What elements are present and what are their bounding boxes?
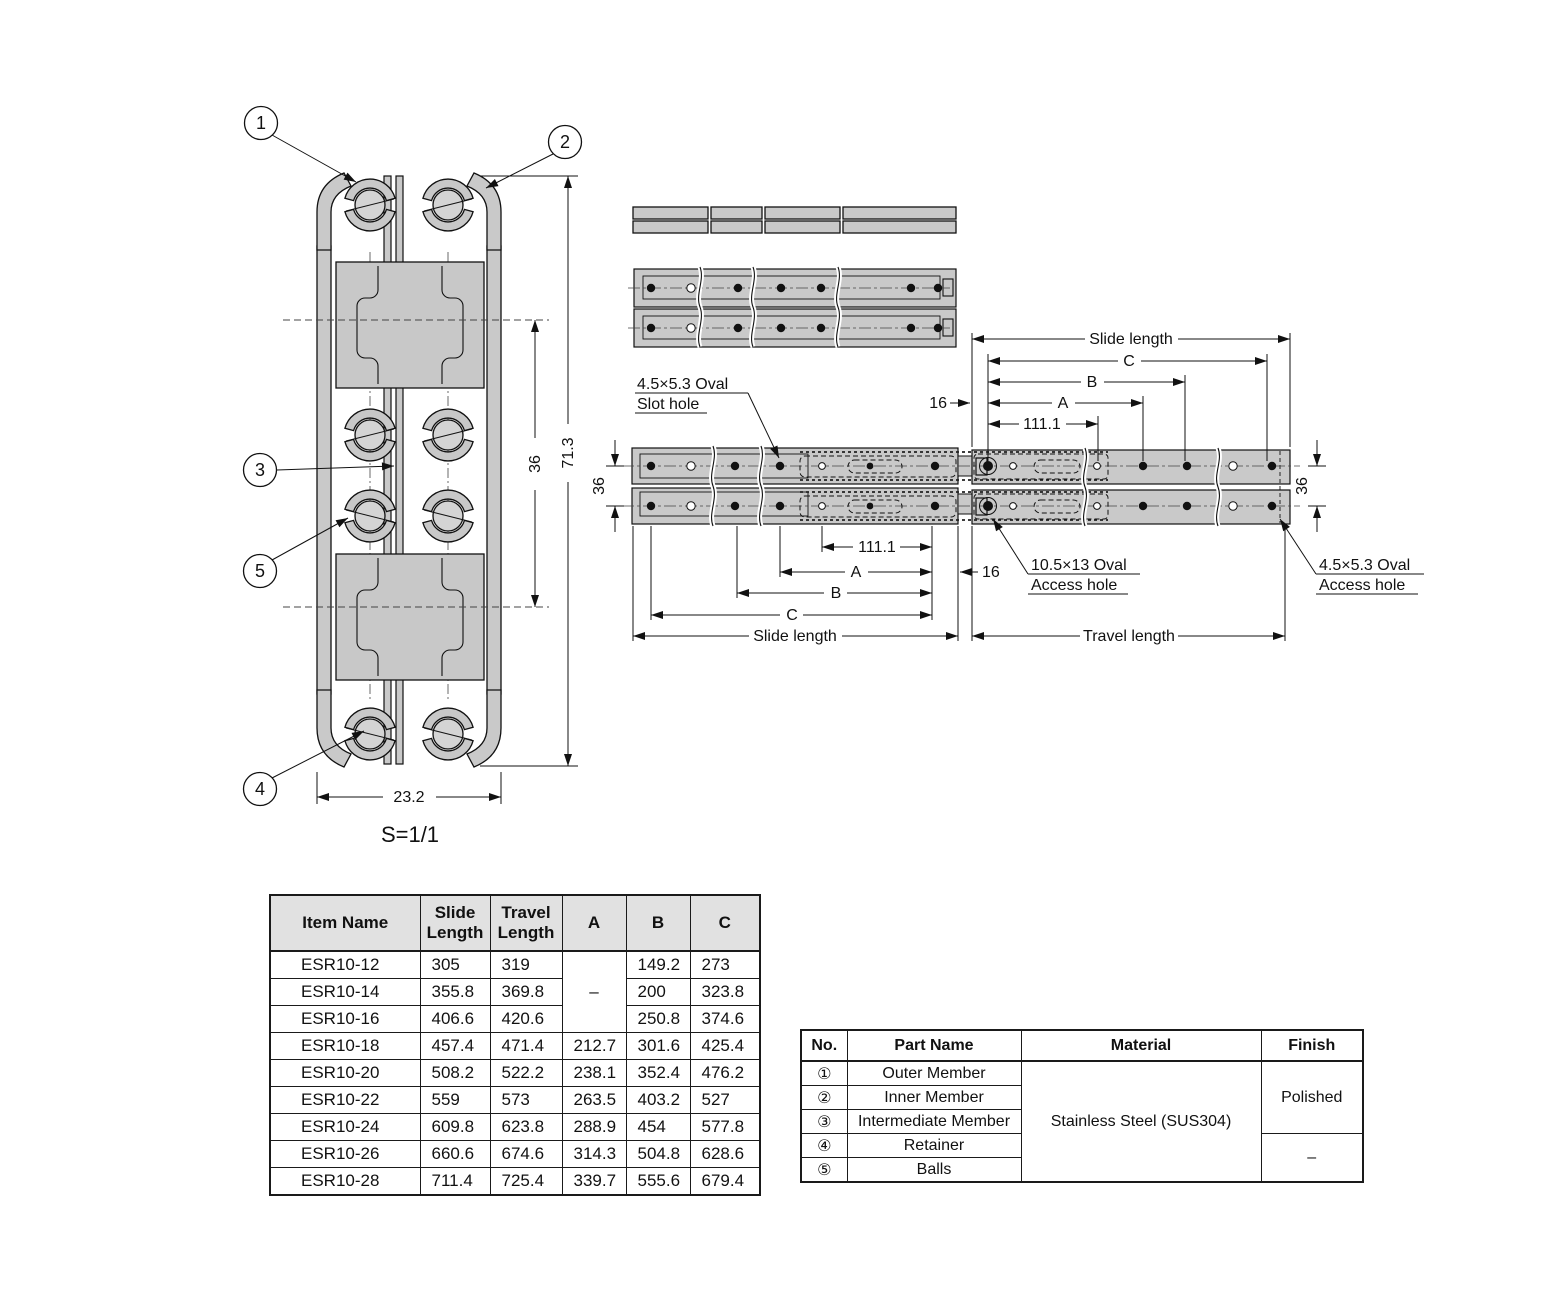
spec-cell: 305 xyxy=(420,951,490,979)
dim-c-top: C xyxy=(1123,353,1135,370)
stop-tab xyxy=(943,279,953,296)
parts-cell-no: ① xyxy=(801,1061,847,1086)
parts-cell-finish: – xyxy=(1261,1134,1363,1183)
dim-slide-length-top: Slide length xyxy=(1089,331,1173,348)
ball-mid-lower-right xyxy=(423,490,473,542)
parts-header-name: Part Name xyxy=(847,1030,1021,1061)
access-hole-small-label-1: 4.5×5.3 Oval xyxy=(1319,557,1411,574)
dim-36-right: 36 xyxy=(1294,477,1311,495)
spec-cell-merged-a: – xyxy=(562,951,626,1033)
spec-header-item: Item Name xyxy=(270,895,420,951)
spec-cell: 679.4 xyxy=(690,1168,760,1196)
spec-cell: 355.8 xyxy=(420,979,490,1006)
spec-cell: 250.8 xyxy=(626,1006,690,1033)
edge-view xyxy=(633,207,956,233)
dim-c-bottom: C xyxy=(786,607,798,624)
table-row xyxy=(270,1114,760,1141)
spec-cell: 674.6 xyxy=(490,1141,562,1168)
dim-16-top: 16 xyxy=(929,395,947,412)
spec-cell-item: ESR10-14 xyxy=(270,979,420,1006)
ball-bottom-right xyxy=(423,708,473,760)
spec-cell: 725.4 xyxy=(490,1168,562,1196)
parts-cell-name: Balls xyxy=(847,1158,1021,1183)
stop-tab xyxy=(943,319,953,336)
slot-hole-label-2: Slot hole xyxy=(637,396,700,413)
dim-111-bottom: 111.1 xyxy=(858,539,896,556)
spec-header-row xyxy=(270,895,760,951)
spec-header-c: C xyxy=(690,895,760,951)
dim-b-bottom: B xyxy=(830,585,842,602)
table-row xyxy=(270,1087,760,1114)
spec-cell: 420.6 xyxy=(490,1006,562,1033)
callout-1: 1 xyxy=(255,113,267,133)
spec-header-slide: Slide Length xyxy=(420,895,490,951)
spec-cell: 238.1 xyxy=(562,1060,626,1087)
table-row xyxy=(801,1061,1363,1086)
slot-hole-label-1: 4.5×5.3 Oval xyxy=(637,376,729,393)
spec-cell: 555.6 xyxy=(626,1168,690,1196)
inner-member-rail xyxy=(972,450,1290,484)
inner-member-rail xyxy=(972,490,1290,524)
table-row xyxy=(270,1033,760,1060)
spec-cell: 660.6 xyxy=(420,1141,490,1168)
spec-cell: 711.4 xyxy=(420,1168,490,1196)
spec-table xyxy=(269,894,761,1196)
dim-travel-length: Travel length xyxy=(1083,628,1175,645)
callout-5: 5 xyxy=(254,561,266,581)
spec-cell: 323.8 xyxy=(690,979,760,1006)
spec-cell: 454 xyxy=(626,1114,690,1141)
spec-header-a: A xyxy=(562,895,626,951)
ball-mid-upper-right xyxy=(423,409,473,461)
spec-cell: 288.9 xyxy=(562,1114,626,1141)
spec-cell: 559 xyxy=(420,1087,490,1114)
table-row xyxy=(270,951,760,979)
spec-cell: 263.5 xyxy=(562,1087,626,1114)
spec-cell: 457.4 xyxy=(420,1033,490,1060)
spec-cell: 573 xyxy=(490,1087,562,1114)
spec-cell: 504.8 xyxy=(626,1141,690,1168)
spec-cell: 471.4 xyxy=(490,1033,562,1060)
spec-cell-item: ESR10-18 xyxy=(270,1033,420,1060)
spec-cell: 403.2 xyxy=(626,1087,690,1114)
dim-a-bottom: A xyxy=(850,564,862,581)
callout-2: 2 xyxy=(559,132,571,152)
table-row xyxy=(270,1060,760,1087)
spec-cell-item: ESR10-16 xyxy=(270,1006,420,1033)
spec-cell: 406.6 xyxy=(420,1006,490,1033)
dim-111-top: 111.1 xyxy=(1023,416,1061,433)
spec-cell: 149.2 xyxy=(626,951,690,979)
spec-cell: 527 xyxy=(690,1087,760,1114)
parts-cell-no: ③ xyxy=(801,1110,847,1134)
spec-cell: 476.2 xyxy=(690,1060,760,1087)
spec-cell: 522.2 xyxy=(490,1060,562,1087)
spec-cell: 623.8 xyxy=(490,1114,562,1141)
spec-cell: 508.2 xyxy=(420,1060,490,1087)
table-row xyxy=(270,979,760,1006)
dim-36-cross: 36 xyxy=(527,455,544,473)
spec-cell: 369.8 xyxy=(490,979,562,1006)
plan-view xyxy=(628,267,956,347)
spec-cell-item: ESR10-20 xyxy=(270,1060,420,1087)
parts-cell-material: Stainless Steel (SUS304) xyxy=(1021,1061,1261,1182)
parts-cell-no: ④ xyxy=(801,1134,847,1158)
spec-cell: 319 xyxy=(490,951,562,979)
callout-3: 3 xyxy=(254,460,266,480)
spec-cell-item: ESR10-22 xyxy=(270,1087,420,1114)
spec-cell: 273 xyxy=(690,951,760,979)
cross-section-view xyxy=(283,173,549,767)
parts-header-no: No. xyxy=(801,1030,847,1061)
spec-cell: 425.4 xyxy=(690,1033,760,1060)
intermediate-member-lower xyxy=(336,554,484,680)
access-hole-small-label-2: Access hole xyxy=(1319,577,1406,594)
spec-header-b: B xyxy=(626,895,690,951)
dim-23-2: 23.2 xyxy=(393,789,425,806)
access-hole-large-label-1: 10.5×13 Oval xyxy=(1031,557,1127,574)
table-row xyxy=(270,1141,760,1168)
dim-16-bottom: 16 xyxy=(982,564,1000,581)
spec-cell: 609.8 xyxy=(420,1114,490,1141)
spec-cell: 339.7 xyxy=(562,1168,626,1196)
table-row xyxy=(270,1006,760,1033)
spec-header-travel: Travel Length xyxy=(490,895,562,951)
parts-header-row xyxy=(801,1030,1363,1061)
callout-4: 4 xyxy=(254,779,266,799)
dim-slide-length-bottom: Slide length xyxy=(753,628,837,645)
spec-cell: 200 xyxy=(626,979,690,1006)
spec-cell-item: ESR10-28 xyxy=(270,1168,420,1196)
extended-side-view xyxy=(622,446,1300,526)
intermediate-member-upper xyxy=(336,262,484,388)
parts-table xyxy=(800,1029,1364,1183)
outer-member-right xyxy=(487,246,501,694)
parts-cell-name: Outer Member xyxy=(847,1061,1021,1086)
parts-cell-name: Inner Member xyxy=(847,1086,1021,1110)
parts-header-material: Material xyxy=(1021,1030,1261,1061)
outer-member-left xyxy=(317,246,331,694)
table-row xyxy=(270,1168,760,1196)
spec-cell: 314.3 xyxy=(562,1141,626,1168)
spec-cell: 577.8 xyxy=(690,1114,760,1141)
spec-cell: 374.6 xyxy=(690,1006,760,1033)
dimensions-top xyxy=(929,331,1290,461)
spec-cell: 301.6 xyxy=(626,1033,690,1060)
dim-b-top: B xyxy=(1086,374,1098,391)
parts-cell-name: Retainer xyxy=(847,1134,1021,1158)
spec-cell: 628.6 xyxy=(690,1141,760,1168)
dim-a-top: A xyxy=(1057,395,1069,412)
dimensions-bottom xyxy=(633,526,1285,645)
parts-cell-finish: Polished xyxy=(1261,1061,1363,1134)
spec-cell-item: ESR10-12 xyxy=(270,951,420,979)
parts-cell-no: ② xyxy=(801,1086,847,1110)
spec-cell-item: ESR10-26 xyxy=(270,1141,420,1168)
parts-cell-name: Intermediate Member xyxy=(847,1110,1021,1134)
spec-cell: 212.7 xyxy=(562,1033,626,1060)
ball-top-right xyxy=(423,179,473,231)
dim-36-left: 36 xyxy=(591,477,608,495)
access-hole-large-label-2: Access hole xyxy=(1031,577,1118,594)
spec-cell-item: ESR10-24 xyxy=(270,1114,420,1141)
dim-71-3: 71.3 xyxy=(560,437,577,469)
parts-cell-no: ⑤ xyxy=(801,1158,847,1183)
spec-cell: 352.4 xyxy=(626,1060,690,1087)
scale-label: S=1/1 xyxy=(380,822,440,847)
parts-header-finish: Finish xyxy=(1261,1030,1363,1061)
